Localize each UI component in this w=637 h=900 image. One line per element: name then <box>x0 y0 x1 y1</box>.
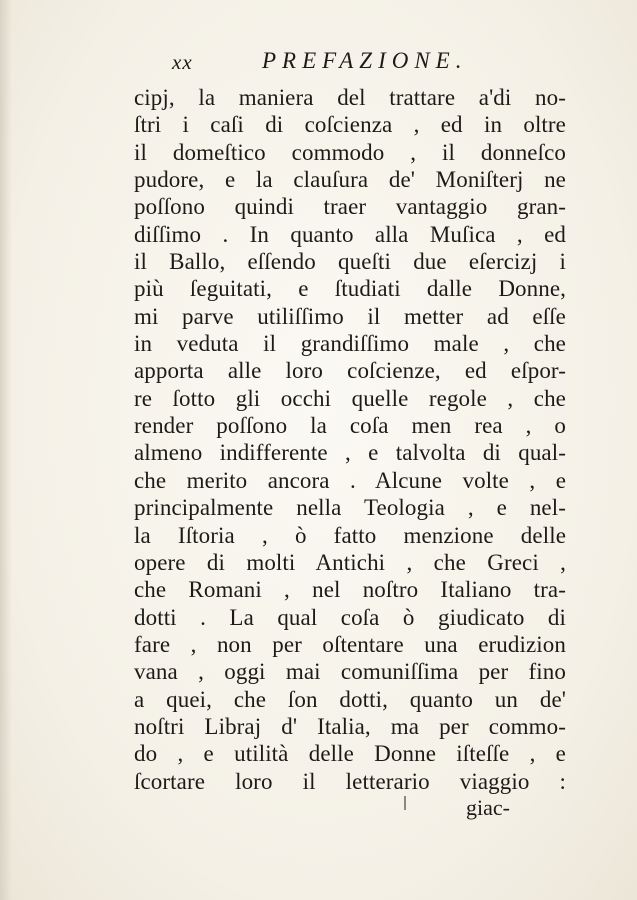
text-line: che Romani , nel noſtro Italiano tra- <box>134 577 566 603</box>
text-line: pudore, e la clauſura de' Moniſterj ne <box>134 167 566 193</box>
text-line: la Iſtoria , ò fatto menzione delle <box>134 522 566 548</box>
text-line: cipj, la maniera del trattare a'di no- <box>134 85 566 110</box>
text-line: do , e utilità delle Donne iſteſſe , e <box>134 741 566 767</box>
text-line: che merito ancora . Alcune volte , e <box>134 467 566 493</box>
text-line: più ſeguitati, e ſtudiati dalle Donne, <box>134 276 566 302</box>
running-title: PREFAZIONE. <box>262 48 468 73</box>
text-line: almeno indifferente , e talvolta di qual- <box>134 440 566 466</box>
text-line: ſtri i caſi di coſcienza , ed in oltre <box>134 112 566 138</box>
text-line: mi parve utiliſſimo il metter ad eſſe <box>134 303 566 329</box>
text-line: fare , non per oſtentare una erudizion <box>134 631 566 657</box>
margin-mark <box>404 796 406 810</box>
text-line: a quei, che ſon dotti, quanto un de' <box>134 686 566 712</box>
text-line: apporta alle loro coſcienze, ed eſpor- <box>134 358 566 384</box>
page-header <box>172 50 502 80</box>
text-line: opere di molti Antichi , che Greci , <box>134 549 566 575</box>
catchword: giac- <box>466 795 510 820</box>
text-line: il domeſtico commodo , il donneſco <box>134 139 566 165</box>
body-text <box>134 84 566 795</box>
page-gutter-shadow <box>0 0 12 900</box>
text-line: ſcortare loro il letterario viaggio : <box>134 768 566 794</box>
text-line: il Ballo, eſſendo queſti due eſercizj i <box>134 249 566 275</box>
text-line: in veduta il grandiſſimo male , che <box>134 331 566 357</box>
text-line: diſſimo . In quanto alla Muſica , ed <box>134 221 566 247</box>
text-line: re ſotto gli occhi quelle regole , che <box>134 385 566 411</box>
text-line: dotti . La qual coſa ò giudicato di <box>134 604 566 630</box>
text-line: principalmente nella Teologia , e nel- <box>134 495 566 521</box>
text-line: noſtri Libraj d' Italia, ma per commo- <box>134 713 566 739</box>
text-line: render poſſono la coſa men rea , o <box>134 413 566 439</box>
text-line: vana , oggi mai comuniſſima per fino <box>134 659 566 685</box>
text-line: poſſono quindi traer vantaggio gran- <box>134 194 566 220</box>
page-number: xx <box>172 50 193 74</box>
